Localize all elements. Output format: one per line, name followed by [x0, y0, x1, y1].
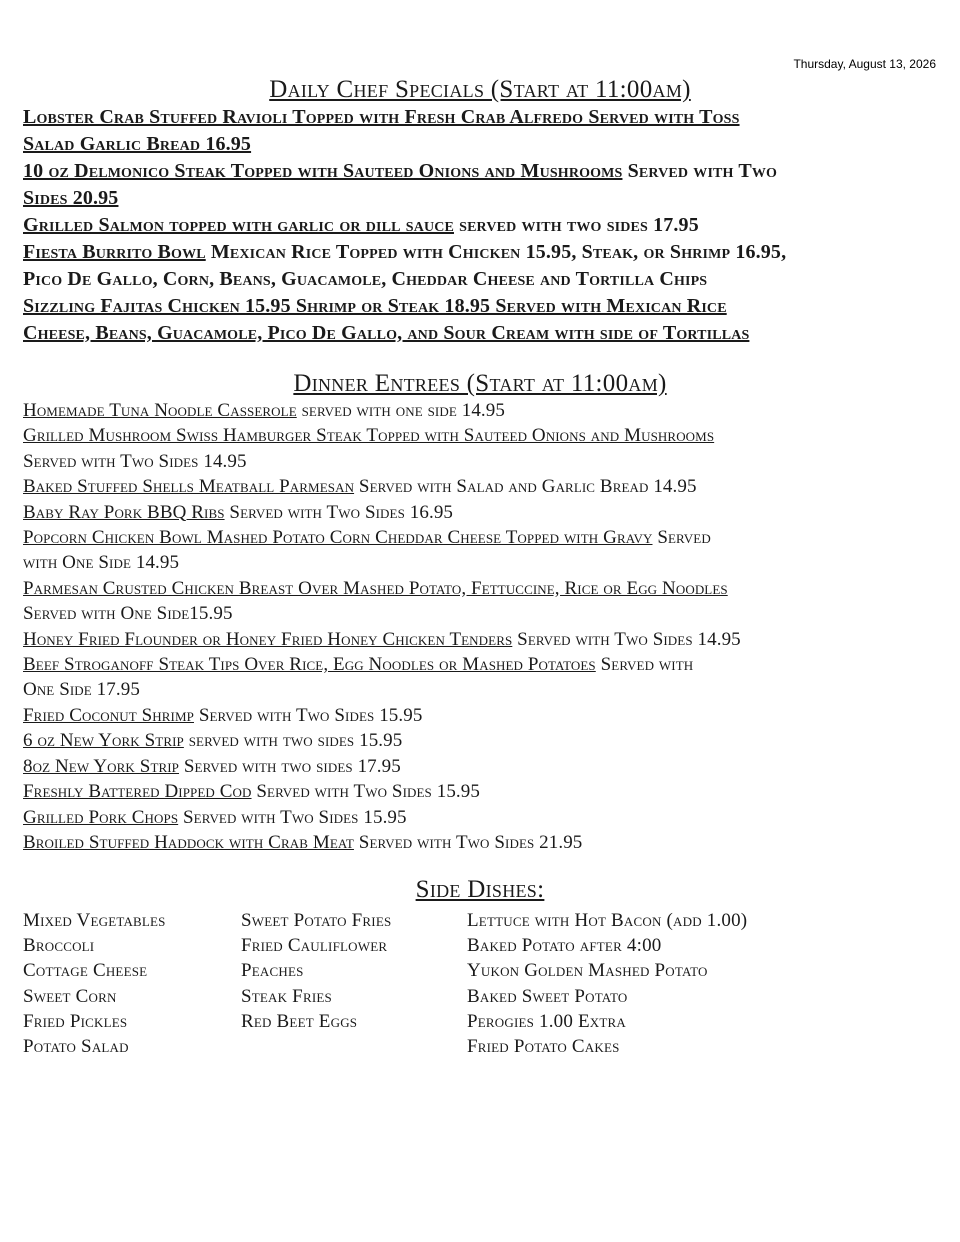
menu-line	[23, 293, 940, 320]
menu-line	[23, 677, 940, 702]
dish-name: Grilled Mushroom Swiss Hamburger Steak Topped with Sauteed Onions and Mushrooms	[23, 425, 715, 447]
side-item: Sweet Corn	[23, 985, 117, 1007]
dish-name: Honey Fried Flounder or Honey Fried Honey Chicken Tenders	[23, 628, 513, 650]
dish-detail: Served with Salad and Garlic Bread 14.95	[354, 476, 697, 498]
menu-line	[23, 779, 940, 804]
side-column-3	[467, 908, 747, 1059]
menu-line	[23, 266, 940, 293]
dish-name: Fried Coconut Shrimp	[23, 704, 194, 726]
dish-detail: One Side 17.95	[23, 679, 140, 701]
menu-line	[23, 449, 940, 474]
dinner-entrees-section	[0, 370, 960, 855]
dish-detail: Served with One Side15.95	[23, 603, 233, 625]
dish-detail: Served with Two Sides 16.95	[224, 501, 454, 523]
dish-detail: with One Side 14.95	[23, 552, 180, 574]
menu-line	[23, 601, 940, 626]
dish-name: Baked Stuffed Shells Meatball Parmesan	[23, 476, 355, 498]
menu-line	[23, 500, 940, 525]
dish-name: Sizzling Fajitas Chicken 15.95 Shrimp or Steak 18.95 Served with Mexican Rice	[23, 295, 727, 317]
dish-name: 10 oz Delmonico Steak Topped with Sauteed Onions and Mushrooms	[23, 160, 623, 182]
menu-line	[23, 185, 940, 212]
dish-name: Lobster Crab Stuffed Ravioli Topped with Fresh Crab Alfredo Served with Toss	[23, 106, 740, 128]
dish-detail: Mexican Rice Topped with Chicken 15.95, Steak, or Shrimp 16.95,	[205, 241, 787, 263]
entrees-heading: Dinner Entrees (Start at 11:00am)	[293, 370, 667, 397]
menu-line	[23, 104, 940, 131]
dish-detail: Served with Two Sides 14.95	[23, 450, 247, 472]
dish-name: Grilled Salmon topped with garlic or dill sauce	[23, 214, 454, 236]
menu-line	[23, 320, 940, 347]
dish-detail: served with two sides 17.95	[453, 214, 699, 236]
dish-name: Broiled Stuffed Haddock with Crab Meat	[23, 831, 354, 853]
dish-detail: Served with two sides 17.95	[179, 755, 401, 777]
dish-name: Popcorn Chicken Bowl Mashed Potato Corn Cheddar Cheese Topped with Gravy	[23, 527, 653, 549]
menu-line	[23, 652, 940, 677]
dish-detail: served with one side 14.95	[296, 400, 505, 421]
dish-detail: Served with Two Sides 21.95	[353, 831, 583, 853]
side-item: Fried Potato Cakes	[467, 1036, 620, 1058]
dish-name: Parmesan Crusted Chicken Breast Over Mashed Potato, Fettuccine, Rice or Egg Noodles	[23, 577, 728, 599]
menu-line	[23, 754, 940, 779]
menu-line	[23, 474, 940, 499]
menu-line	[23, 576, 940, 601]
side-column-2	[241, 908, 391, 1034]
menu-line	[23, 728, 940, 753]
menu-line	[23, 423, 940, 448]
side-item: Cottage Cheese	[23, 960, 148, 982]
dish-detail: Served with Two Sides 14.95	[512, 628, 741, 650]
dish-name: Freshly Battered Dipped Cod	[23, 781, 252, 803]
menu-line	[23, 212, 940, 239]
dish-name: Sides 20.95	[23, 187, 119, 209]
specials-heading: Daily Chef Specials (Start at 11:00am)	[269, 76, 691, 103]
side-column-1	[23, 908, 166, 1059]
menu-line	[23, 398, 940, 423]
side-item: Peaches	[241, 960, 304, 982]
dish-name: Cheese, Beans, Guacamole, Pico De Gallo, and Sour Cream with side of Tortillas	[23, 322, 750, 344]
side-item: Baked Sweet Potato	[467, 985, 628, 1007]
dish-detail: Served with Two Sides 15.95	[178, 806, 407, 828]
side-item: Steak Fries	[241, 985, 332, 1007]
side-item: Yukon Golden Mashed Potato	[467, 960, 708, 982]
dish-detail: Pico De Gallo, Corn, Beans, Guacamole, Cheddar Cheese and Tortilla Chips	[23, 268, 708, 290]
dish-name: Fiesta Burrito Bowl	[23, 241, 206, 263]
dish-detail: Served with Two	[622, 160, 778, 182]
dish-detail: Served with Two Sides 15.95	[193, 704, 423, 726]
dish-name: Salad Garlic Bread 16.95	[23, 133, 252, 155]
dish-name: Grilled Pork Chops	[23, 806, 179, 828]
menu-line	[23, 131, 940, 158]
side-item: Baked Potato after 4:00	[467, 935, 662, 957]
side-dishes-grid	[0, 908, 960, 1068]
side-item: Fried Cauliflower	[241, 935, 388, 957]
side-item: Potato Salad	[23, 1036, 129, 1058]
print-date: Thursday, August 13, 2026	[793, 57, 936, 71]
side-item: Fried Pickles	[23, 1010, 128, 1032]
menu-line	[23, 830, 940, 855]
specials-list	[0, 104, 960, 347]
dish-detail: Served with Two Sides 15.95	[251, 781, 480, 803]
dish-detail: served with two sides 15.95	[183, 730, 403, 752]
side-item: Perogies 1.00 Extra	[467, 1010, 626, 1032]
sides-heading: Side Dishes:	[415, 876, 545, 903]
menu-line	[23, 703, 940, 728]
dish-detail: Served with	[595, 654, 694, 676]
menu-line	[23, 550, 940, 575]
dish-detail: Served	[652, 527, 711, 549]
dish-name: Beef Stroganoff Steak Tips Over Rice, Egg Noodles or Mashed Potatoes	[23, 654, 596, 676]
daily-specials-section	[0, 76, 960, 347]
menu-line	[23, 239, 940, 266]
menu-line	[23, 158, 940, 185]
dish-name: Homemade Tuna Noodle Casserole	[23, 400, 297, 421]
side-item: Broccoli	[23, 935, 95, 957]
menu-line	[23, 805, 940, 830]
dish-name: 8oz New York Strip	[23, 755, 180, 777]
dish-name: Baby Ray Pork BBQ Ribs	[23, 501, 225, 523]
menu-line	[23, 525, 940, 550]
side-item: Mixed Vegetables	[23, 910, 166, 931]
menu-line	[23, 627, 940, 652]
entrees-list	[0, 398, 960, 855]
dish-name: 6 oz New York Strip	[23, 730, 184, 752]
side-dishes-section	[0, 876, 960, 1068]
side-item: Red Beet Eggs	[241, 1010, 358, 1032]
side-item: Lettuce with Hot Bacon (add 1.00)	[467, 910, 748, 931]
side-item: Sweet Potato Fries	[241, 910, 392, 931]
